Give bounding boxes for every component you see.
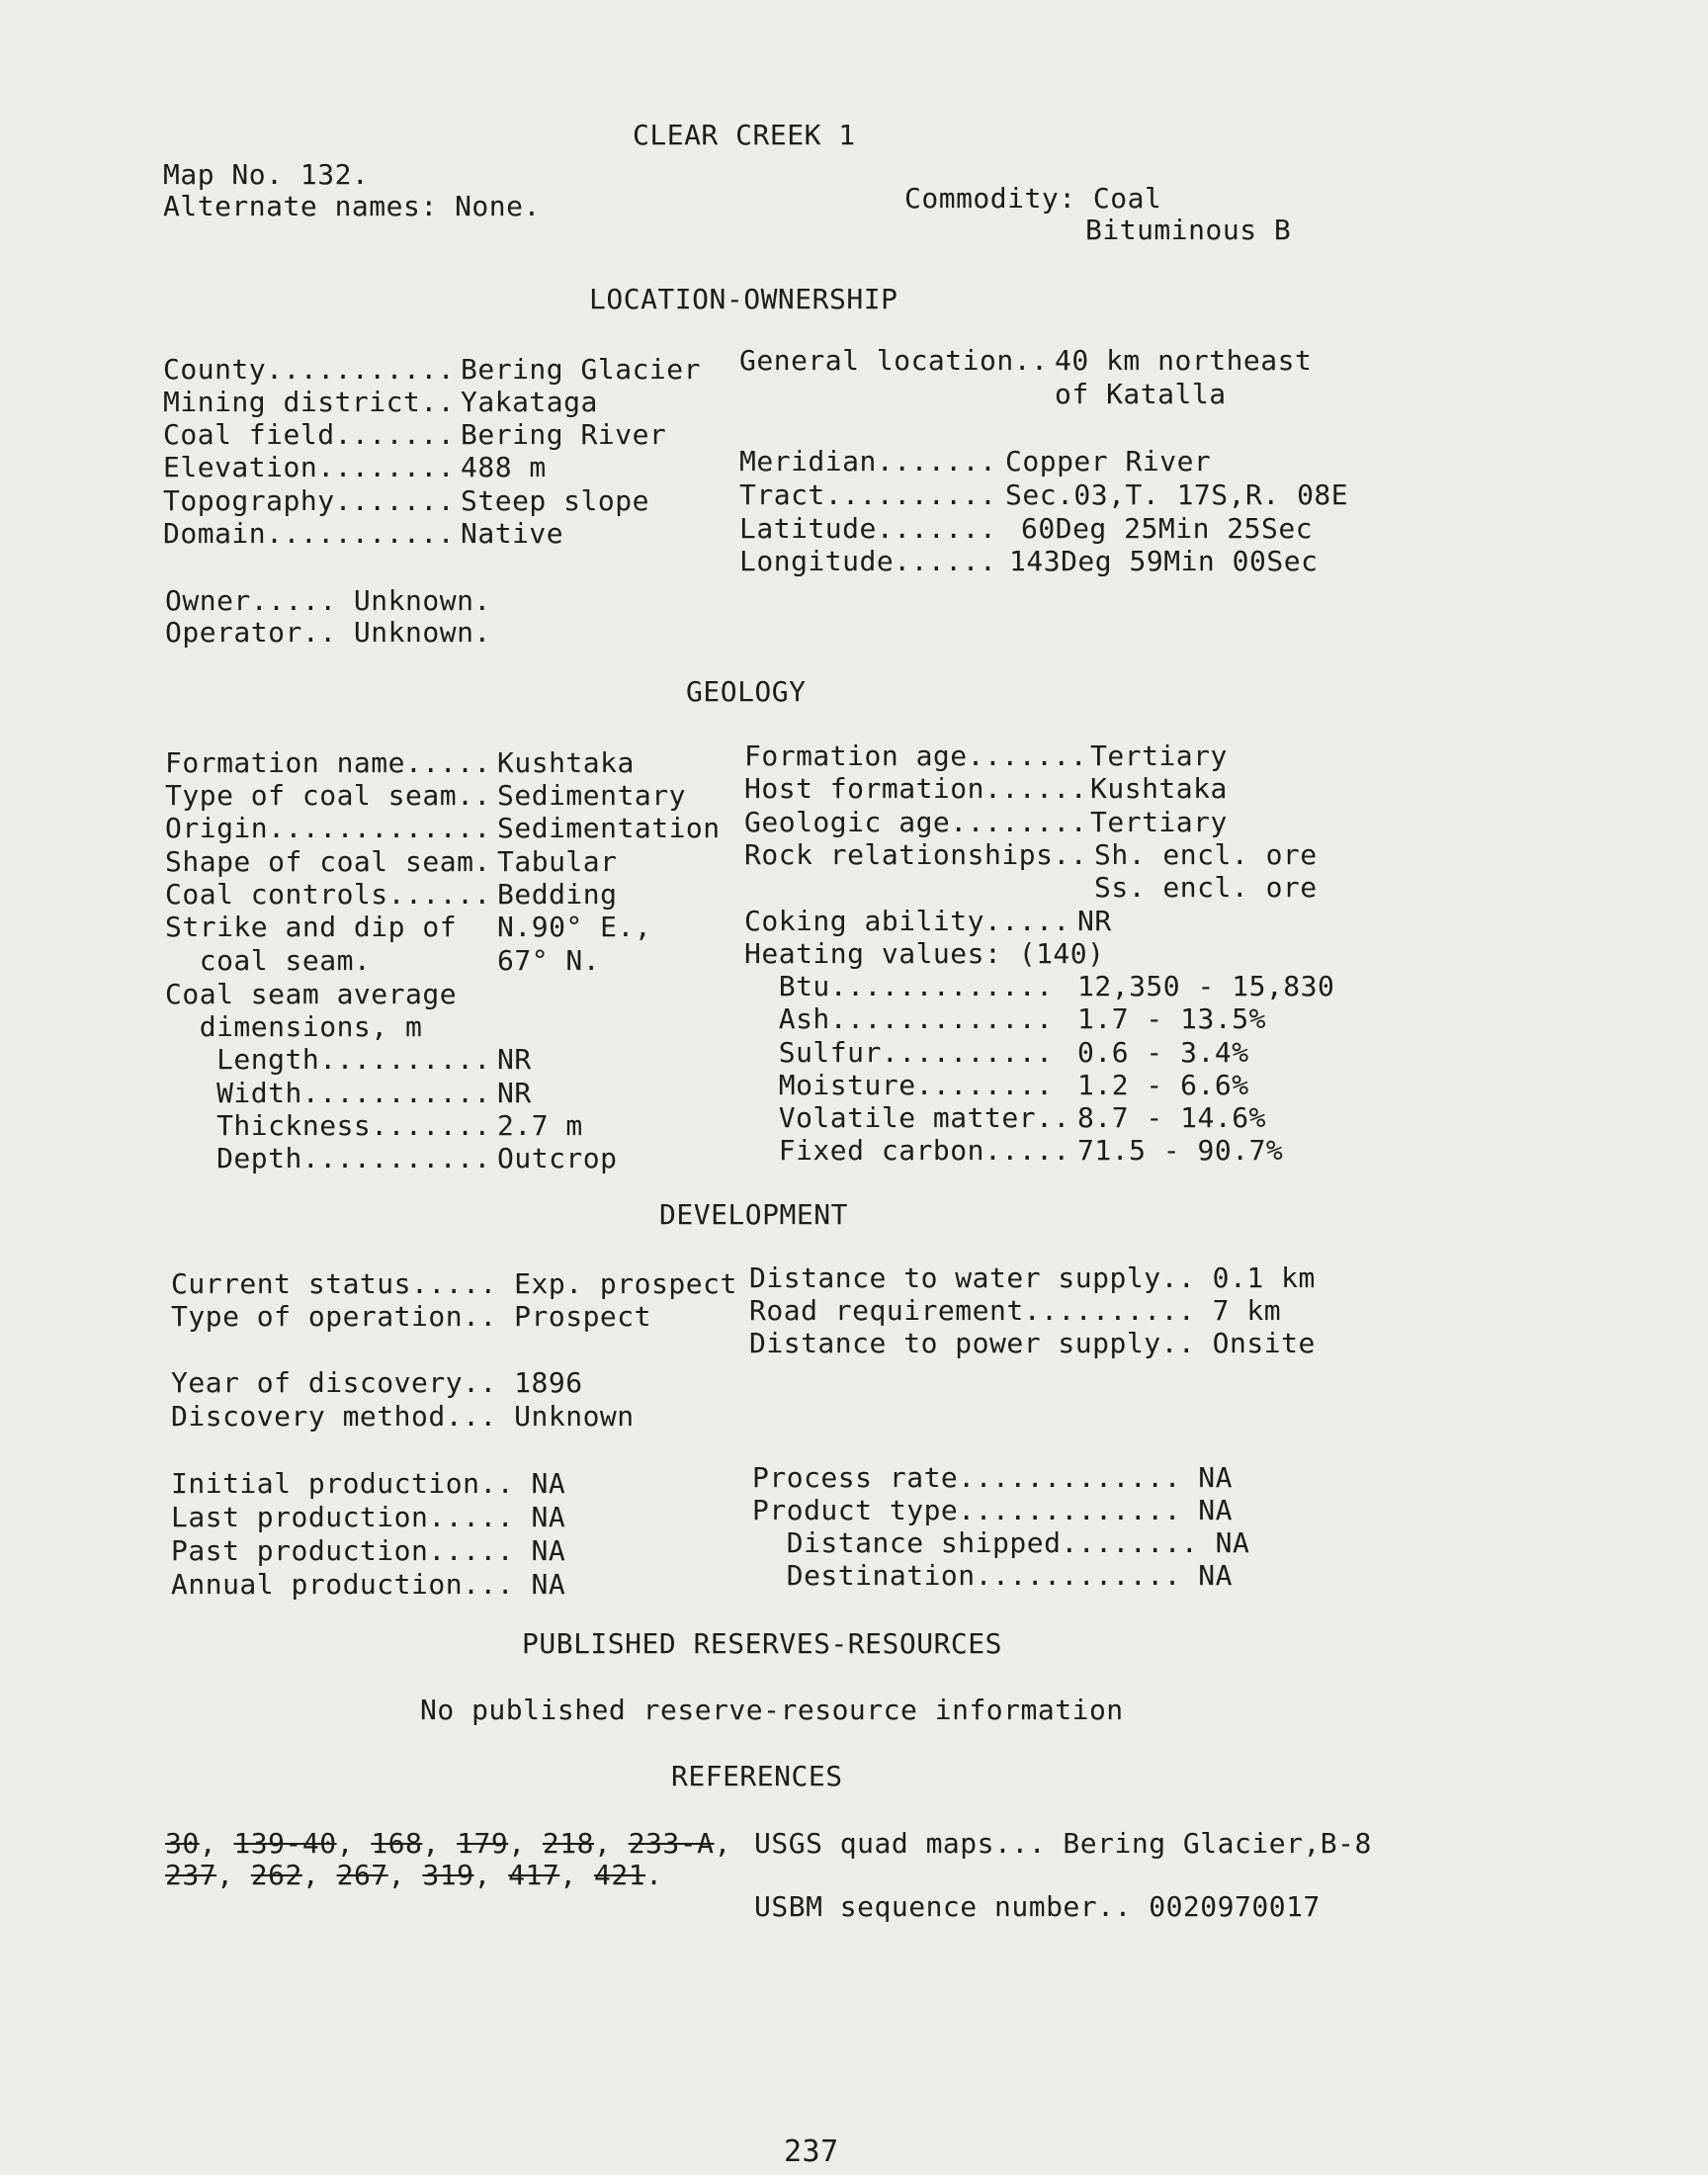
geology-field-value: 71.5 - 90.7%: [1077, 1134, 1284, 1167]
geology-field-value: 2.7 m: [497, 1109, 583, 1142]
location-field-label: Longitude......: [739, 545, 997, 577]
location-field-label: General location..: [739, 344, 1049, 377]
location-field-value: 40 km northeast: [1055, 344, 1313, 377]
geology-field-label: coal seam.: [165, 944, 372, 977]
geology-field-value: NR: [497, 1043, 532, 1076]
geology-field-label: Btu.............: [744, 970, 1054, 1002]
references-heading: REFERENCES: [671, 1760, 843, 1792]
geology-field-label: Rock relationships..: [744, 838, 1088, 871]
development-process-line: Product type............. NA: [752, 1494, 1234, 1526]
reference-number: 417: [508, 1859, 560, 1891]
geology-field-value: Bedding: [497, 878, 618, 911]
location-field-label: Coal field.......: [163, 418, 456, 451]
geology-field-label: Thickness.......: [165, 1109, 491, 1142]
page-number: 237: [784, 2134, 839, 2169]
development-status-line: Type of operation.. Prospect: [171, 1300, 652, 1333]
geology-field-label: Sulfur..........: [744, 1036, 1054, 1069]
location-field-value: 143Deg 59Min 00Sec: [1009, 545, 1319, 577]
location-field-value: Sec.03,T. 17S,R. 08E: [1005, 478, 1349, 511]
geology-field-label: Strike and dip of: [165, 911, 458, 943]
development-production-line: Past production..... NA: [171, 1534, 566, 1567]
development-distance-line: Distance to water supply.. 0.1 km: [749, 1262, 1316, 1294]
geology-field-value: Sedimentary: [497, 779, 686, 812]
location-field-value: of Katalla: [1055, 378, 1227, 410]
reference-separator: ,: [473, 1859, 509, 1891]
location-field-label: Topography.......: [163, 484, 456, 517]
development-distance-line: Distance to power supply.. Onsite: [749, 1327, 1316, 1359]
geology-field-value: NR: [1077, 905, 1112, 937]
location-field-label: Mining district..: [163, 386, 456, 418]
geology-field-label: Type of coal seam..: [165, 779, 491, 812]
geology-field-value: Ss. encl. ore: [1094, 871, 1318, 904]
geology-field-value: 8.7 - 14.6%: [1077, 1101, 1266, 1134]
geology-field-value: 1.7 - 13.5%: [1077, 1002, 1266, 1035]
geology-field-value: NR: [497, 1077, 532, 1109]
location-field-value: 60Deg 25Min 25Sec: [1021, 512, 1314, 545]
usgs-quad-maps: USGS quad maps... Bering Glacier,B-8: [754, 1827, 1372, 1860]
geology-field-value: Sedimentation: [497, 812, 721, 844]
geology-field-label: Ash.............: [744, 1002, 1054, 1035]
development-discovery-line: Discovery method... Unknown: [171, 1400, 635, 1433]
location-field-value: Bering River: [461, 418, 667, 451]
geology-field-value: 1.2 - 6.6%: [1077, 1069, 1249, 1101]
geology-field-label: dimensions, m: [165, 1010, 423, 1043]
geology-field-value: Tabular: [497, 845, 618, 878]
reference-separator: ,: [508, 1827, 543, 1860]
geology-field-label: Depth...........: [165, 1142, 491, 1174]
development-process-line: Destination............ NA: [752, 1559, 1234, 1592]
document-title: CLEAR CREEK 1: [633, 119, 856, 151]
geology-field-value: 0.6 - 3.4%: [1077, 1036, 1249, 1069]
reference-numbers-line-1: [165, 1827, 731, 1861]
reference-number: 319: [422, 1859, 474, 1891]
reference-number: 218: [542, 1827, 594, 1860]
location-field-value: 488 m: [461, 451, 547, 483]
geology-heading: GEOLOGY: [686, 675, 807, 708]
reference-separator: ,: [559, 1859, 594, 1891]
geology-field-value: 67° N.: [497, 944, 601, 977]
reference-number: 262: [250, 1859, 302, 1891]
reference-number: 168: [371, 1827, 423, 1860]
geology-field-label: Fixed carbon.....: [744, 1134, 1070, 1167]
commodity: Commodity: Coal: [904, 182, 1162, 215]
reference-number: 233-A: [628, 1827, 715, 1860]
location-field-label: County...........: [163, 353, 456, 386]
reference-number: 30: [165, 1827, 200, 1860]
reference-separator: ,: [301, 1859, 337, 1891]
geology-field-value: Tertiary: [1090, 806, 1228, 838]
reference-number: 179: [457, 1827, 509, 1860]
geology-field-value: 12,350 - 15,830: [1077, 970, 1335, 1002]
reserves-text: No published reserve-resource information: [420, 1694, 1124, 1726]
location-field-label: Domain...........: [163, 517, 456, 550]
geology-field-label: Volatile matter..: [744, 1101, 1070, 1134]
geology-field-label: Heating values: (140): [744, 937, 1105, 970]
geology-field-value: Kushtaka: [1090, 772, 1228, 805]
reference-number: 267: [336, 1859, 388, 1891]
geology-field-value: Tertiary: [1090, 740, 1228, 772]
geology-field-value: N.90° E.,: [497, 911, 652, 943]
geology-field-label: Formation name.....: [165, 746, 491, 779]
location-field-value: Copper River: [1005, 445, 1212, 478]
location-heading: LOCATION-OWNERSHIP: [589, 283, 898, 315]
development-production-line: Last production..... NA: [171, 1501, 566, 1533]
map-number: Map No. 132.: [163, 158, 370, 191]
geology-field-label: Coal seam average: [165, 978, 458, 1010]
geology-field-label: Formation age.......: [744, 740, 1088, 772]
geology-field-label: Length..........: [165, 1043, 491, 1076]
reference-separator: ,: [422, 1827, 458, 1860]
reference-separator: ,: [216, 1859, 251, 1891]
alternate-names: Alternate names: None.: [163, 190, 541, 222]
usbm-sequence-number: USBM sequence number.. 0020970017: [754, 1890, 1321, 1923]
reference-numbers-line-2: [165, 1859, 662, 1892]
reference-number: 139-40: [233, 1827, 337, 1860]
location-field-value: Native: [461, 517, 564, 550]
development-discovery-line: Year of discovery.. 1896: [171, 1366, 583, 1399]
development-heading: DEVELOPMENT: [659, 1198, 848, 1231]
reference-separator: ,: [336, 1827, 372, 1860]
location-field-label: Meridian.......: [739, 445, 997, 478]
geology-field-label: Host formation......: [744, 772, 1088, 805]
location-field-value: Steep slope: [461, 484, 649, 517]
geology-field-value: Outcrop: [497, 1142, 618, 1174]
location-field-label: Latitude.......: [739, 512, 997, 545]
geology-field-label: Shape of coal seam.: [165, 845, 491, 878]
reference-separator: .: [645, 1859, 663, 1891]
development-production-line: Initial production.. NA: [171, 1467, 566, 1500]
reference-number: 237: [165, 1859, 217, 1891]
development-process-line: Distance shipped........ NA: [752, 1526, 1250, 1559]
location-field-value: Yakataga: [461, 386, 598, 418]
geology-field-value: Sh. encl. ore: [1094, 838, 1318, 871]
location-field-value: Bering Glacier: [461, 353, 702, 386]
commodity-type: Bituminous B: [1085, 214, 1292, 246]
owner-line: Owner..... Unknown.: [165, 584, 491, 617]
geology-field-value: Kushtaka: [497, 746, 635, 779]
geology-field-label: Geologic age........: [744, 806, 1088, 838]
geology-field-label: Width...........: [165, 1077, 491, 1109]
development-process-line: Process rate............. NA: [752, 1461, 1234, 1494]
location-field-label: Elevation........: [163, 451, 456, 483]
geology-field-label: Moisture........: [744, 1069, 1054, 1101]
reference-separator: ,: [714, 1827, 731, 1860]
development-production-line: Annual production... NA: [171, 1568, 566, 1601]
reference-separator: ,: [199, 1827, 234, 1860]
reference-separator: ,: [593, 1827, 629, 1860]
reference-number: 421: [593, 1859, 646, 1891]
geology-field-label: Coal controls......: [165, 878, 491, 911]
operator-line: Operator.. Unknown.: [165, 616, 491, 649]
development-status-line: Current status..... Exp. prospect: [171, 1267, 737, 1300]
geology-field-label: Origin.............: [165, 812, 491, 844]
development-distance-line: Road requirement.......... 7 km: [749, 1294, 1282, 1327]
reference-separator: ,: [387, 1859, 423, 1891]
location-field-label: Tract..........: [739, 478, 997, 511]
reserves-heading: PUBLISHED RESERVES-RESOURCES: [522, 1627, 1003, 1660]
geology-field-label: Coking ability.....: [744, 905, 1070, 937]
